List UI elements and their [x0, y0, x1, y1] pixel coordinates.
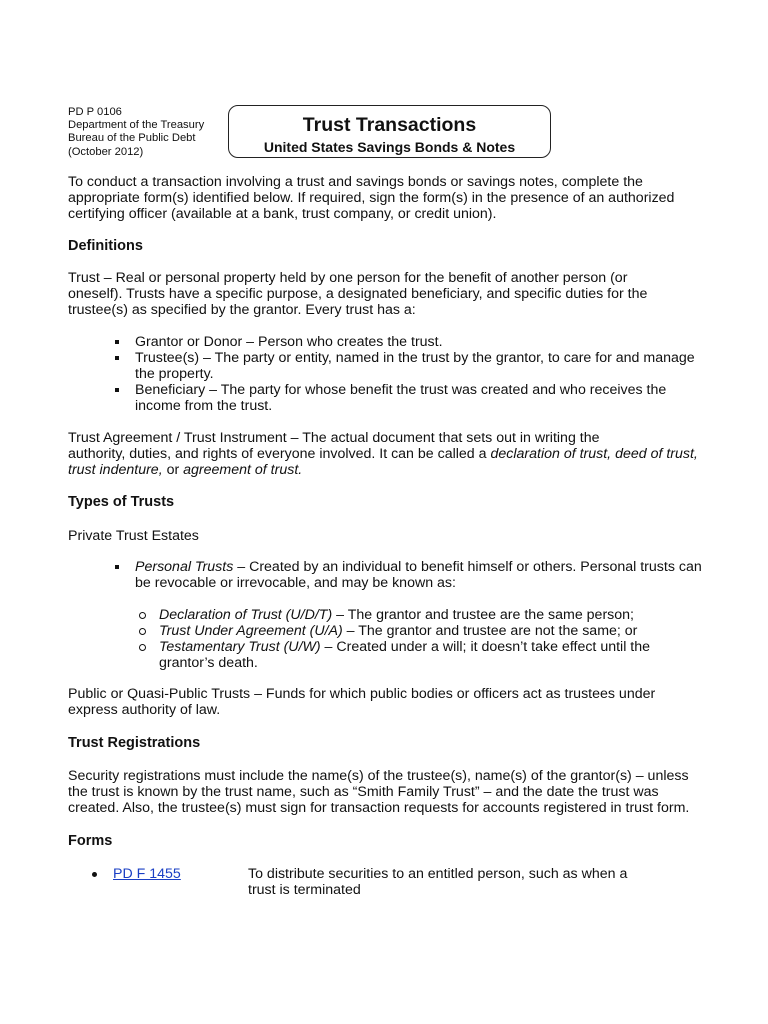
page-title: Trust Transactions — [302, 114, 477, 136]
form-description: To distribute securities to an entitled person, such as when a trust is terminated — [248, 866, 628, 898]
trust-definition-line2: oneself). Trusts have a specific purpose, a designated beneficiary, and specific duties for the trustee(s) as specified by the grantor. Every trust has a: — [68, 286, 648, 318]
private-trusts-list — [68, 559, 708, 591]
trust-parties-list — [68, 334, 708, 414]
definitions-heading: Definitions — [68, 238, 143, 254]
list-item: Grantor or Donor – Person who creates the trust. — [68, 334, 708, 350]
agreement-italic-term2: agreement of trust. — [183, 462, 303, 478]
trust-agreement-definition — [68, 430, 708, 478]
trust-definition — [68, 270, 708, 318]
list-item — [68, 866, 708, 898]
department-name: Department of the Treasury — [68, 119, 205, 132]
page-subtitle: United States Savings Bonds & Notes — [263, 139, 516, 155]
trust-definition-line1: Trust – Real or personal property held by one person for the benefit of another person (or — [68, 270, 628, 286]
agreement-or: or — [162, 462, 184, 478]
forms-list — [68, 866, 708, 898]
title-box — [228, 105, 551, 158]
bullet-dot — [92, 872, 97, 877]
list-item — [68, 607, 708, 623]
agreement-italic-terms: declaration of trust, deed of trust, trust indenture, — [68, 446, 698, 478]
form-header-info — [68, 106, 204, 159]
list-item: Beneficiary – The party for whose benefit the trust was created and who receives the income from the trust. — [68, 382, 708, 414]
trust-type-text: – The grantor and trustee are not the same; or — [342, 623, 638, 639]
private-trusts-label: Private Trust Estates — [68, 528, 199, 544]
trust-type-text: – Created under a will; it doesn’t take effect until the grantor’s death. — [159, 639, 651, 671]
pd-f-1455-link[interactable]: PD F 1455 — [113, 866, 181, 882]
list-item — [68, 559, 708, 591]
intro-paragraph: To conduct a transaction involving a trust and savings bonds or savings notes, complete the appropriate form(s) identified below. If required, sign the form(s) in the presence of an authorized certifying officer (available at a bank, trust company, or credit union). — [68, 174, 675, 222]
form-date: (October 2012) — [68, 145, 144, 158]
personal-trusts-text: – Created by an individual to benefit himself or others. Personal trusts can be revocable or irrevocable, and may be known as: — [135, 559, 702, 591]
bureau-name: Bureau of the Public Debt — [68, 132, 196, 145]
types-heading: Types of Trusts — [68, 494, 175, 510]
registrations-paragraph: Security registrations must include the name(s) of the trustee(s), name(s) of the grantor(s) – unless the trust is known by the trust name, such as “Smith Family Trust” – and the date the trust was created. Also, the trustee(s) must sign for transaction requests for accounts registered in trust form. — [68, 768, 690, 816]
registrations-heading: Trust Registrations — [68, 735, 201, 751]
trust-agreement-line1: Trust Agreement / Trust Instrument – The actual document that sets out in writing the — [68, 430, 600, 446]
forms-heading: Forms — [68, 833, 113, 849]
trust-type-text: – The grantor and trustee are the same person; — [332, 607, 634, 623]
trust-type-term: Testamentary Trust (U/W) — [159, 639, 321, 655]
trust-type-term: Trust Under Agreement (U/A) — [159, 623, 343, 639]
public-trusts-paragraph: Public or Quasi-Public Trusts – Funds for which public bodies or officers act as trustees under express authority of law. — [68, 686, 656, 718]
personal-trust-types-list — [68, 607, 708, 671]
list-item — [68, 623, 708, 639]
agreement-text: authority, duties, and rights of everyone involved. It can be called a — [68, 446, 491, 462]
personal-trusts-term: Personal Trusts — [135, 559, 234, 575]
list-item: Trustee(s) – The party or entity, named in the trust by the grantor, to care for and manage the property. — [68, 350, 708, 382]
list-item — [68, 639, 708, 671]
trust-type-term: Declaration of Trust (U/D/T) — [159, 607, 333, 623]
form-id: PD P 0106 — [68, 106, 122, 118]
trust-agreement-line2 — [68, 446, 708, 478]
